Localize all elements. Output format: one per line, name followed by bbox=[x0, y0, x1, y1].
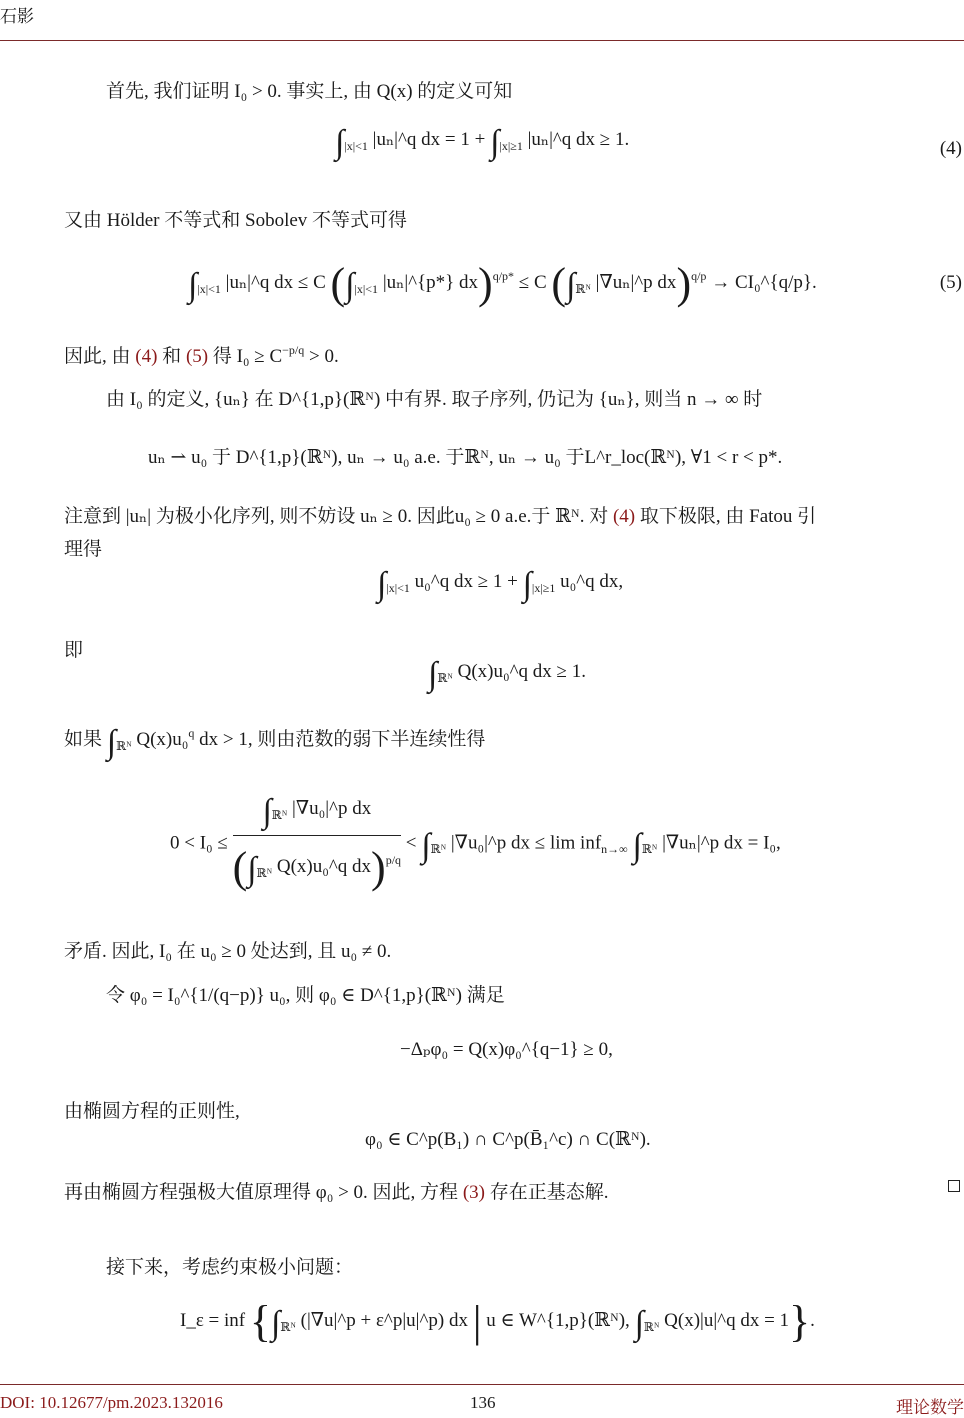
integral-limit: ℝᴺ bbox=[280, 1319, 296, 1334]
text-line: 接下来，考虑约束极小问题： bbox=[106, 1257, 354, 1278]
equation-term: |uₙ|^{p*} dx bbox=[382, 272, 479, 293]
integral-limit: ℝᴺ bbox=[116, 738, 132, 753]
text-fragment: Q(x)u₀ bbox=[136, 729, 189, 750]
text-line: 理得 bbox=[64, 539, 103, 560]
right-paren: ) bbox=[371, 843, 386, 892]
integral-sign: ∫ bbox=[634, 1305, 644, 1342]
integral-limit: ℝᴺ bbox=[643, 1319, 660, 1334]
equation-term: Q(x)|u|^q dx = 1 bbox=[664, 1310, 790, 1331]
exponent: q/p bbox=[691, 269, 707, 283]
integral-sign: ∫ bbox=[262, 793, 272, 830]
integral-sign: ∫ bbox=[490, 124, 500, 161]
equation-term: Q(x)u₀^q dx bbox=[276, 856, 372, 877]
integral-limit: ℝᴺ bbox=[641, 842, 658, 857]
text-line: 首先, 我们证明 I₀ > 0. 事实上, 由 Q(x) 的定义可知 bbox=[106, 81, 513, 102]
integral-sign: ∫ bbox=[522, 566, 532, 603]
left-brace: { bbox=[249, 1297, 272, 1346]
page-number: 136 bbox=[470, 1393, 496, 1412]
text-line bbox=[64, 501, 816, 528]
integral-limit: |x|<1 bbox=[197, 281, 221, 296]
text-line bbox=[64, 341, 339, 368]
integral-limit: |x|<1 bbox=[344, 138, 368, 153]
integral-limit: ℝᴺ bbox=[437, 670, 453, 685]
integral-sign: ∫ bbox=[335, 124, 345, 161]
right-paren: ) bbox=[676, 259, 692, 308]
equation-term: |∇u₀|^p dx ≤ lim inf bbox=[450, 832, 602, 854]
integral-sign: ∫ bbox=[632, 827, 642, 865]
fatou-inequality bbox=[377, 568, 623, 602]
integral-sign: ∫ bbox=[421, 827, 431, 865]
equation-term: → CI₀^{q/p}. bbox=[711, 272, 817, 293]
text-fragment: 取下极限, 由 Fatou 引 bbox=[635, 506, 817, 527]
text-line: 由 I₀ 的定义, {uₙ} 在 D^{1,p}(ℝᴺ) 中有界. 取子序列, 仍记为 {uₙ}, 则当 n → ∞ 时 bbox=[106, 389, 763, 410]
minimizer-inequality bbox=[170, 795, 781, 893]
p-laplacian-equation: −Δₚφ₀ = Q(x)φ₀^{q−1} ≥ 0, bbox=[400, 1039, 613, 1060]
equation-number: (5) bbox=[939, 272, 962, 293]
equation-ref-link[interactable]: (4) bbox=[135, 346, 158, 367]
fraction-numerator bbox=[233, 795, 401, 836]
integral-limit: |x|<1 bbox=[386, 580, 410, 595]
doi-link[interactable]: DOI: 10.12677/pm.2023.132016 bbox=[0, 1393, 223, 1412]
footer-rule bbox=[0, 1384, 964, 1385]
equation-term: Q(x)u₀^q dx ≥ 1. bbox=[457, 661, 586, 682]
equation-term: |uₙ|^q dx ≥ 1. bbox=[527, 129, 630, 150]
text-line: 令 φ₀ = I₀^{1/(q−p)} u₀, 则 φ₀ ∈ D^{1,p}(ℝᴺ) 满足 bbox=[106, 985, 505, 1006]
equation-term: ≤ C bbox=[518, 272, 547, 293]
text-fragment: 存在正基态解. bbox=[484, 1182, 609, 1203]
right-brace: } bbox=[789, 1297, 811, 1346]
integral-limit: |x|<1 bbox=[354, 281, 379, 296]
equation-4 bbox=[335, 126, 629, 160]
equation-term: |∇u₀|^p dx bbox=[292, 798, 372, 819]
equation-term: |uₙ|^q dx ≤ C bbox=[225, 272, 326, 293]
left-paren: ( bbox=[330, 259, 346, 308]
text-line bbox=[64, 1177, 608, 1204]
header-rule bbox=[0, 40, 964, 41]
equation-term: (|∇u|^p + ε^p|u|^p) dx bbox=[300, 1310, 468, 1331]
integral-limit: ℝᴺ bbox=[256, 865, 273, 880]
text-line: 由椭圆方程的正则性, bbox=[64, 1101, 240, 1122]
integral-sign: ∫ bbox=[345, 267, 355, 304]
text-line bbox=[64, 724, 485, 760]
equation-ref-link[interactable]: (3) bbox=[462, 1182, 485, 1203]
exponent: −p/q bbox=[282, 343, 305, 357]
text-line: 即 bbox=[64, 640, 84, 661]
equation-term: < bbox=[405, 832, 417, 854]
text-fragment: > 0. bbox=[304, 346, 339, 367]
integral-sign: ∫ bbox=[188, 267, 198, 304]
integral-limit: |x|≥1 bbox=[499, 138, 523, 153]
fraction bbox=[233, 795, 401, 893]
text-fragment: 因此, 由 bbox=[64, 346, 136, 367]
equation-number: (4) bbox=[939, 138, 962, 159]
integral-limit: ℝᴺ bbox=[430, 842, 447, 857]
integral-sign: ∫ bbox=[106, 724, 117, 761]
equation-term: |uₙ|^q dx = 1 + bbox=[372, 129, 486, 150]
integral-sign: ∫ bbox=[271, 1305, 281, 1342]
running-header: 石影 bbox=[0, 7, 34, 26]
equation-term: u₀^q dx, bbox=[560, 571, 624, 592]
text-line: 矛盾. 因此, I₀ 在 u₀ ≥ 0 处达到, 且 u₀ ≠ 0. bbox=[64, 941, 392, 962]
text-fragment: 和 bbox=[157, 346, 186, 367]
text-fragment: dx > 1, 则由范数的弱下半连续性得 bbox=[194, 729, 486, 750]
equation-term: |∇uₙ|^p dx = I₀, bbox=[662, 832, 781, 854]
integral-inequality bbox=[428, 658, 586, 692]
text-line: 又由 Hölder 不等式和 Sobolev 不等式可得 bbox=[64, 210, 408, 231]
left-paren: ( bbox=[232, 843, 248, 892]
exponent: q bbox=[188, 726, 195, 740]
equation-ref-link[interactable]: (5) bbox=[185, 346, 209, 367]
equation-term: u ∈ W^{1,p}(ℝᴺ), bbox=[486, 1310, 630, 1331]
equation-term: 0 < I₀ ≤ bbox=[170, 832, 228, 854]
constrained-minimization: I_ε = inf {$\int_{ℝᴺ}$ (|∇u|^p + ε^p|u|^p) dx | u ∈ W^{1,p}(ℝᴺ), $\int_{ℝᴺ}$ Q(x)|u|^q dx = 1}. bbox=[180, 1297, 815, 1346]
text-fragment: 如果 bbox=[64, 729, 103, 750]
integral-limit: ℝᴺ bbox=[575, 281, 591, 296]
equation-5 bbox=[188, 258, 817, 309]
equation-term: |∇uₙ|^p dx bbox=[595, 272, 677, 293]
equation-term: I_ε = inf bbox=[180, 1310, 246, 1331]
journal-name: 理论数学 bbox=[896, 1398, 964, 1417]
integral-sign: ∫ bbox=[566, 267, 576, 304]
qed-symbol bbox=[948, 1180, 960, 1192]
exponent: p/q bbox=[385, 853, 402, 867]
integral-sign: ∫ bbox=[428, 656, 438, 693]
integral-limit: ℝᴺ bbox=[271, 807, 288, 822]
right-paren: ) bbox=[478, 259, 493, 308]
convergence-line: uₙ ⇀ u₀ 于 D^{1,p}(ℝᴺ), uₙ → u₀ a.e. 于ℝᴺ, uₙ → u₀ 于L^r_loc(ℝᴺ), ∀1 < r < p*. bbox=[148, 447, 783, 468]
fraction-denominator bbox=[233, 836, 401, 893]
left-paren: ( bbox=[551, 259, 567, 308]
liminf-subscript: n→∞ bbox=[601, 842, 628, 857]
text-fragment: 注意到 |uₙ| 为极小化序列, 则不妨设 uₙ ≥ 0. 因此u₀ ≥ 0 a.e.于 ℝᴺ. 对 bbox=[64, 506, 613, 527]
equation-term: u₀^q dx ≥ 1 + bbox=[414, 571, 518, 592]
equation-ref-link[interactable]: (4) bbox=[612, 506, 636, 527]
text-fragment: 得 I₀ ≥ C bbox=[208, 346, 283, 367]
integral-limit: |x|≥1 bbox=[531, 580, 556, 595]
vertical-bar: | bbox=[472, 1297, 482, 1346]
exponent: q/p* bbox=[492, 269, 515, 283]
integral-sign: ∫ bbox=[247, 851, 257, 888]
regularity-statement: φ₀ ∈ C^p(B₁) ∩ C^p(B̄₁^c) ∩ C(ℝᴺ). bbox=[365, 1129, 651, 1150]
integral-sign: ∫ bbox=[377, 566, 387, 603]
text-fragment: 再由椭圆方程强极大值原理得 φ₀ > 0. 因此, 方程 bbox=[64, 1182, 463, 1203]
